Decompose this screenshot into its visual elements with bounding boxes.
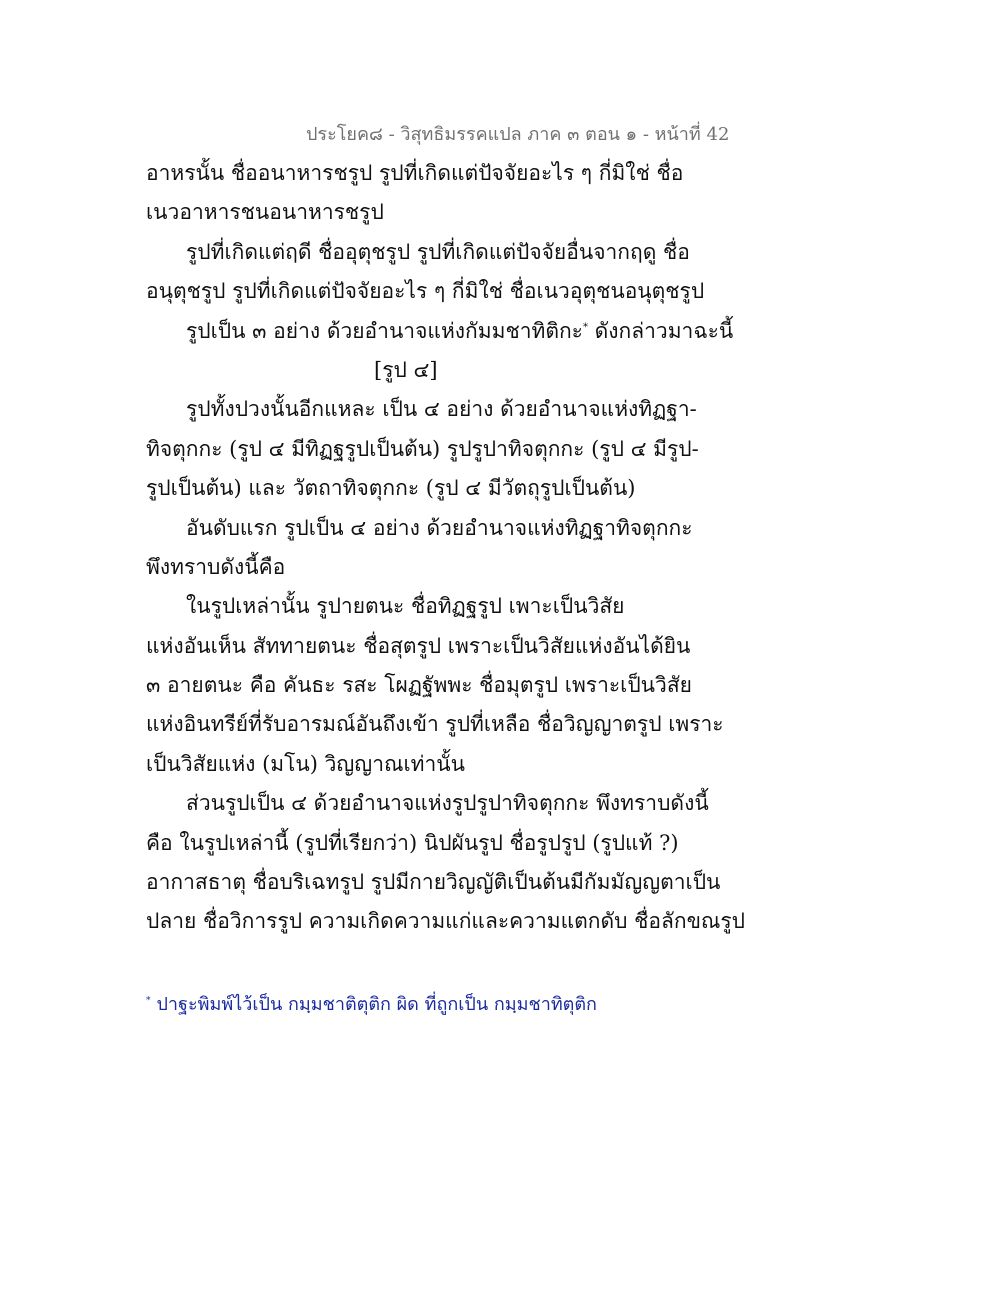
text-line: เป็นวิสัยแห่ง (มโน) วิญญาณเท่านั้น — [146, 751, 465, 776]
text-line: ส่วนรูปเป็น ๔ ด้วยอำนาจแห่งรูปรูปาทิจตุกกะ พึงทราบดังนี้ — [186, 791, 709, 816]
footnote-reference: * — [582, 321, 588, 333]
text-line: ทิจตุกกะ (รูป ๔ มีทิฏฐรูปเป็นต้น) รูปรูปาทิจตุกกะ (รูป ๔ มีรูป- — [146, 436, 699, 461]
footnote-marker: * — [146, 996, 151, 1006]
text-line: รูปที่เกิดแต่ฤดี ชื่ออุตุชรูป รูปที่เกิดแต่ปัจจัยอื่นจากฤดู ชื่อ — [186, 239, 690, 264]
text-line: รูปทั้งปวงนั้นอีกแหละ เป็น ๔ อย่าง ด้วยอำนาจแห่งทิฏฐา- — [186, 397, 697, 422]
footnote-text: ปาฐะพิมพ์ไว้เป็น กมฺมชาติตุติก ผิด ที่ถูกเป็น กมฺมชาทิตุติก — [156, 994, 597, 1015]
body-text — [146, 154, 746, 942]
text-segment: รูปเป็น ๓ อย่าง ด้วยอำนาจแห่งกัมมชาทิติกะ — [186, 318, 583, 343]
text-segment: ดังกล่าวมาฉะนี้ — [587, 318, 734, 343]
text-line: ปลาย ชื่อวิการรูป ความเกิดความแก่และความแตกดับ ชื่อลักขณรูป — [146, 909, 746, 934]
text-line: อากาสธาตุ ชื่อบริเฉทรูป รูปมีกายวิญญัติเป็นต้นมีกัมมัญญตาเป็น — [146, 870, 721, 895]
text-line: แห่งอินทรีย์ที่รับอารมณ์อันถึงเข้า รูปที่เหลือ ชื่อวิญญาตรูป เพราะ — [146, 712, 724, 737]
text-line: รูปเป็นต้น) และ วัตถาทิจตุกกะ (รูป ๔ มีวัตถุรูปเป็นต้น) — [146, 476, 636, 501]
text-line: อนุตุชรูป รูปที่เกิดแต่ปัจจัยอะไร ๆ กี่มิใช่ ชื่อเนวอุตุชนอนุตุชรูป — [146, 279, 705, 304]
text-line: คือ ในรูปเหล่านี้ (รูปที่เรียกว่า) นิปผันรูป ชื่อรูปรูป (รูปแท้ ?) — [146, 830, 679, 855]
text-line: พึงทราบดังนี้คือ — [146, 554, 286, 579]
running-header: ประโยค๘ - วิสุทธิมรรคแปล ภาค ๓ ตอน ๑ - หน้าที่ 42 — [306, 124, 730, 145]
text-line-with-footnote — [146, 312, 734, 351]
text-line: ๓ อายตนะ คือ คันธะ รสะ โผฏฐัพพะ ชื่อมุตรูป เพราะเป็นวิสัย — [146, 673, 692, 698]
text-line: อาหรนั้น ชื่ออนาหารชรูป รูปที่เกิดแต่ปัจจัยอะไร ๆ กี่มิใช่ ชื่อ — [146, 161, 684, 185]
text-line: อันดับแรก รูปเป็น ๔ อย่าง ด้วยอำนาจแห่งทิฏฐาทิจตุกกะ — [186, 515, 693, 540]
text-line: ในรูปเหล่านั้น รูปายตนะ ชื่อทิฏฐรูป เพาะเป็นวิสัย — [186, 594, 625, 619]
section-heading: [รูป ๔] — [374, 357, 438, 382]
footnote — [146, 991, 706, 1019]
text-line: แห่งอันเห็น สัททายตนะ ชื่อสุตรูป เพราะเป็นวิสัยแห่งอันได้ยิน — [146, 633, 691, 658]
text-line: เนวอาหารชนอนาหารชรูป — [146, 200, 384, 225]
